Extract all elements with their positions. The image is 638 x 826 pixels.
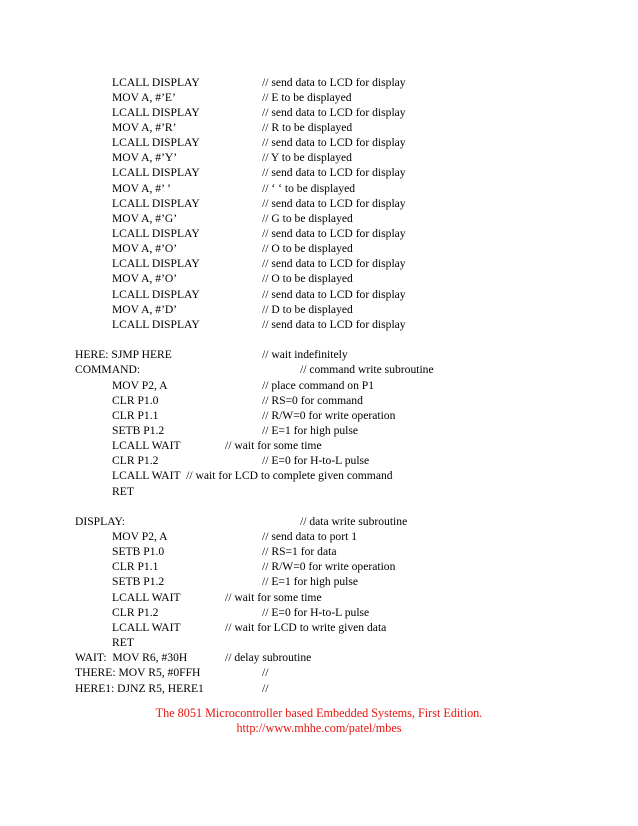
code-instruction: MOV P2, A — [112, 378, 168, 392]
code-line — [0, 135, 638, 150]
code-comment: // send data to LCD for display — [262, 257, 406, 271]
code-comment: // R/W=0 for write operation — [262, 560, 396, 574]
code-comment: // RS=0 for command — [262, 393, 363, 407]
code-comment: // send data to LCD for display — [262, 105, 406, 119]
code-instruction: LCALL DISPLAY — [112, 105, 200, 119]
code-comment: // E=1 for high pulse — [262, 423, 359, 437]
code-instruction: MOV A, #’G’ — [112, 211, 178, 225]
code-line — [0, 620, 638, 635]
code-comment: // E=0 for H-to-L pulse — [262, 605, 370, 619]
code-label: DISPLAY: — [75, 514, 126, 528]
code-line — [0, 544, 638, 559]
code-instruction: LCALL WAIT // wait for LCD to complete given command — [112, 469, 393, 483]
code-line — [0, 635, 638, 650]
code-label: HERE: SJMP HERE — [75, 348, 172, 362]
code-line — [0, 317, 638, 332]
code-line — [0, 438, 638, 453]
code-comment: // ‘ ‘ to be displayed — [262, 181, 356, 195]
code-label: COMMAND: — [75, 363, 141, 377]
code-line — [0, 271, 638, 286]
code-instruction: CLR P1.1 — [112, 408, 159, 422]
code-line — [0, 393, 638, 408]
code-instruction: LCALL WAIT — [112, 620, 181, 634]
code-comment: // send data to LCD for display — [262, 75, 406, 89]
code-label: HERE1: DJNZ R5, HERE1 — [75, 681, 204, 695]
code-instruction: LCALL WAIT — [112, 439, 181, 453]
code-comment: // data write subroutine — [300, 514, 408, 528]
code-line — [0, 468, 638, 483]
code-line — [0, 514, 638, 529]
code-comment: // send data to LCD for display — [262, 317, 406, 331]
code-instruction: RET — [112, 484, 134, 498]
code-line — [0, 574, 638, 589]
code-instruction: MOV P2, A — [112, 530, 168, 543]
code-instruction: MOV A, #’O’ — [112, 242, 178, 256]
code-instruction: LCALL DISPLAY — [112, 287, 200, 301]
code-line — [0, 681, 638, 696]
code-line — [0, 529, 638, 544]
code-instruction: LCALL WAIT — [112, 590, 181, 604]
code-instruction: RET — [112, 636, 134, 650]
code-line — [0, 423, 638, 438]
code-instruction: SETB P1.0 — [112, 545, 165, 559]
code-comment: // E=0 for H-to-L pulse — [262, 454, 370, 468]
code-line — [0, 181, 638, 196]
code-comment: // R/W=0 for write operation — [262, 408, 396, 422]
code-instruction: LCALL DISPLAY — [112, 227, 200, 240]
code-comment: // send data to LCD for display — [262, 287, 406, 301]
code-comment: // — [262, 681, 269, 695]
code-instruction: MOV A, #’O’ — [112, 272, 178, 286]
code-comment: // O to be displayed — [262, 242, 353, 256]
code-instruction: MOV A, #’Y’ — [112, 151, 178, 165]
code-comment: // wait indefinitely — [262, 348, 348, 362]
footer-book-title: The 8051 Microcontroller based Embedded Systems, First Edition. — [155, 706, 483, 720]
code-comment: // send data to port 1 — [262, 530, 357, 543]
code-comment: // delay subroutine — [225, 651, 312, 665]
code-line — [0, 484, 638, 499]
code-comment: // O to be displayed — [262, 272, 353, 286]
code-instruction: MOV A, #’E’ — [112, 90, 176, 104]
code-line — [0, 408, 638, 423]
code-comment: // send data to LCD for display — [262, 166, 406, 180]
code-instruction: MOV A, #’ ’ — [112, 181, 171, 195]
code-comment: // command write subroutine — [300, 363, 434, 377]
code-line — [0, 453, 638, 468]
code-instruction: LCALL DISPLAY — [112, 75, 200, 89]
code-line — [0, 120, 638, 135]
code-instruction: LCALL DISPLAY — [112, 166, 200, 180]
code-line — [0, 165, 638, 180]
footer-url[interactable]: http://www.mhhe.com/patel/mbes — [236, 721, 402, 735]
code-line — [0, 196, 638, 211]
code-instruction: LCALL DISPLAY — [112, 317, 200, 331]
code-instruction: LCALL DISPLAY — [112, 257, 200, 271]
code-line — [0, 378, 638, 393]
code-comment: // wait for LCD to write given data — [225, 620, 387, 634]
code-instruction: SETB P1.2 — [112, 423, 165, 437]
code-line — [0, 150, 638, 165]
code-comment: // send data to LCD for display — [262, 136, 406, 150]
code-instruction: SETB P1.2 — [112, 575, 165, 589]
code-comment: // G to be displayed — [262, 211, 353, 225]
code-instruction: CLR P1.2 — [112, 454, 159, 468]
code-line — [0, 226, 638, 241]
code-line — [0, 90, 638, 105]
code-instruction: MOV A, #’R’ — [112, 120, 177, 134]
code-line — [0, 605, 638, 620]
code-instruction: LCALL DISPLAY — [112, 196, 200, 210]
code-line — [0, 211, 638, 226]
code-label: WAIT: MOV R6, #30H — [75, 651, 188, 665]
code-instruction: CLR P1.1 — [112, 560, 159, 574]
code-line — [0, 590, 638, 605]
code-comment: // place command on P1 — [262, 378, 375, 392]
code-line — [0, 332, 638, 347]
code-comment: // wait for some time — [225, 439, 322, 453]
code-label: THERE: MOV R5, #0FFH — [75, 666, 201, 680]
code-comment: // send data to LCD for display — [262, 227, 406, 240]
code-line — [0, 499, 638, 514]
code-comment: // — [262, 666, 269, 680]
code-instruction: CLR P1.0 — [112, 393, 159, 407]
code-comment: // D to be displayed — [262, 302, 353, 316]
code-line — [0, 347, 638, 362]
code-comment: // R to be displayed — [262, 120, 353, 134]
code-line — [0, 665, 638, 680]
code-instruction: MOV A, #’D’ — [112, 302, 178, 316]
code-line — [0, 362, 638, 377]
code-comment: // wait for some time — [225, 590, 322, 604]
code-line — [0, 75, 638, 90]
code-line — [0, 302, 638, 317]
code-comment: // Y to be displayed — [262, 151, 352, 165]
code-line — [0, 650, 638, 665]
code-comment: // E to be displayed — [262, 90, 352, 104]
code-line — [0, 256, 638, 271]
code-instruction: LCALL DISPLAY — [112, 136, 200, 150]
code-comment: // send data to LCD for display — [262, 196, 406, 210]
code-instruction: CLR P1.2 — [112, 605, 159, 619]
code-line — [0, 287, 638, 302]
code-line — [0, 241, 638, 256]
code-comment: // E=1 for high pulse — [262, 575, 359, 589]
code-line — [0, 105, 638, 120]
code-line — [0, 559, 638, 574]
code-comment: // RS=1 for data — [262, 545, 337, 559]
